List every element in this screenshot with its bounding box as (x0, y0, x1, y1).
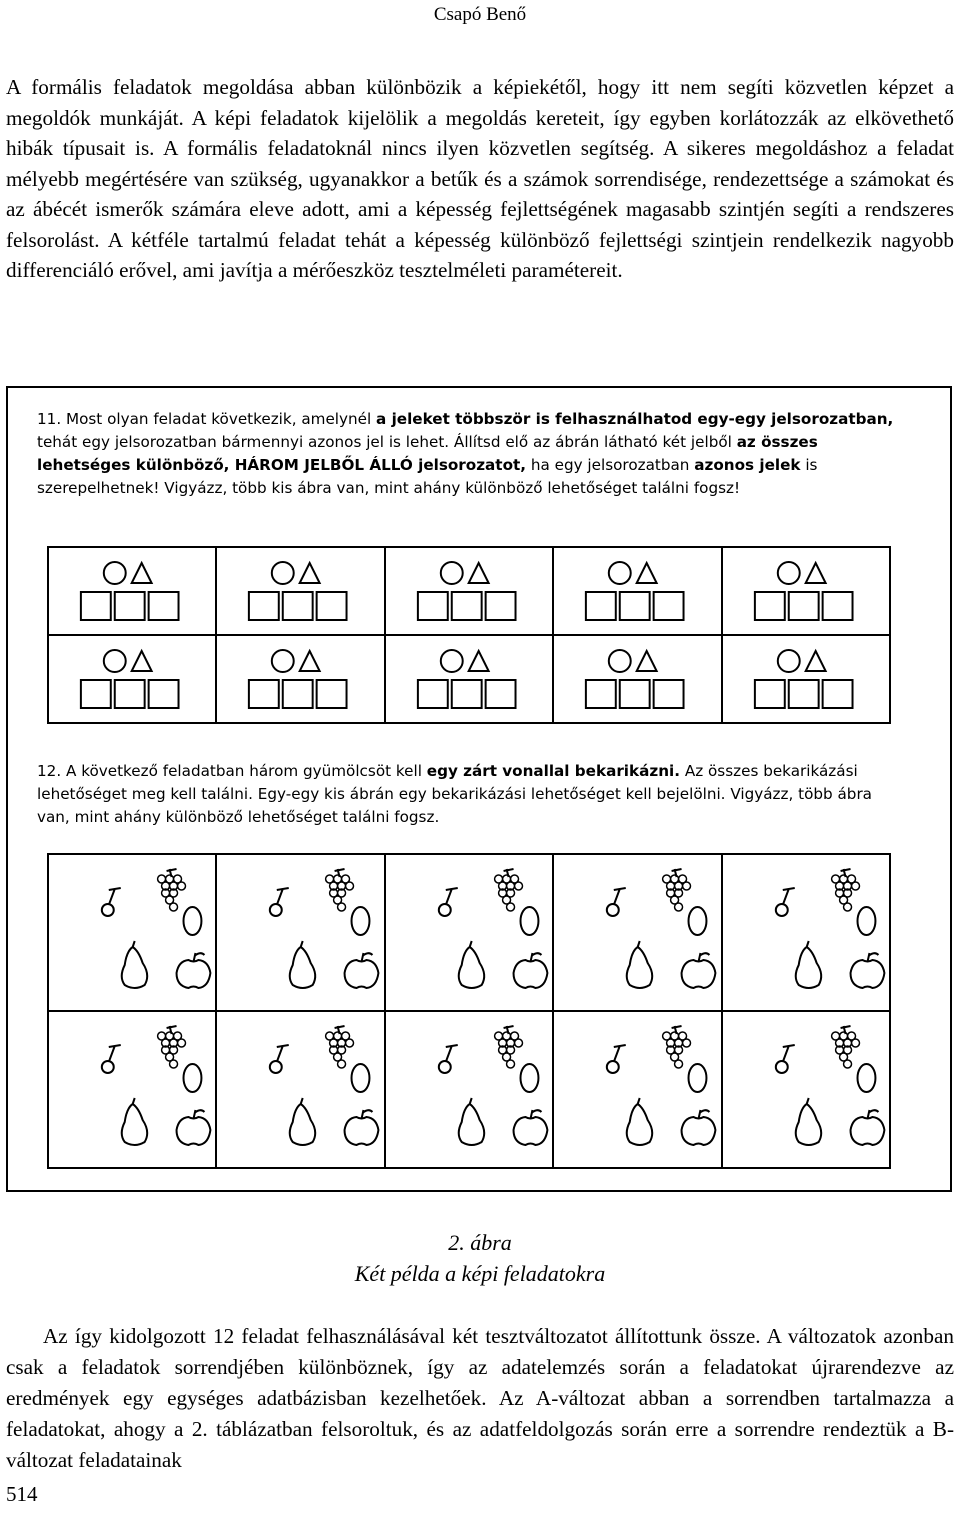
task-11-number: 11. (37, 410, 62, 428)
answer-slot (149, 592, 179, 620)
answer-cell[interactable] (723, 548, 889, 634)
figure-label: 2. ábra (448, 1230, 512, 1255)
plum-icon (689, 907, 707, 935)
answer-slot (788, 680, 818, 708)
running-header: Csapó Benő (433, 4, 527, 25)
task-12-instructions (37, 760, 909, 829)
circle-icon (272, 562, 294, 584)
triangle-icon (132, 563, 152, 583)
answer-slot (149, 680, 179, 708)
answer-slot (620, 592, 650, 620)
task-12-text-2: Az összes bekarikázási lehetőséget meg kell találni. Egy-egy kis ábrán egy bekarikázási lehetőséget kell bejelölni. Vigyázz, több ábra van, mint ahány különböző lehetőséget találni fogsz. (37, 762, 872, 826)
answer-slot (317, 680, 347, 708)
answer-cell[interactable] (554, 855, 720, 1010)
circle-icon (609, 562, 631, 584)
cherry-icon (607, 888, 626, 916)
grapes-icon (158, 1026, 186, 1068)
task-11-text-2: tehát egy jelsorozatban bármennyi azonos jel is lehet. Állítsd elő az ábrán látható két jelből (37, 433, 732, 451)
pear-icon (290, 941, 315, 988)
answer-cell[interactable] (217, 548, 383, 634)
answer-slot (654, 592, 684, 620)
answer-cell[interactable] (386, 636, 552, 722)
answer-slot (754, 592, 784, 620)
answer-cell[interactable] (49, 636, 215, 722)
cherry-icon (439, 888, 458, 916)
answer-cell[interactable] (554, 1012, 720, 1167)
triangle-icon (468, 651, 488, 671)
answer-slot (485, 592, 515, 620)
task-11-bold-2: az összes lehetséges különböző, HÁROM JELBŐL ÁLLÓ jelsorozatot, (37, 433, 818, 474)
pear-icon (122, 1098, 147, 1145)
grapes-icon (831, 869, 859, 911)
triangle-icon (468, 563, 488, 583)
answer-cell[interactable] (386, 1012, 552, 1167)
plum-icon (520, 907, 538, 935)
plum-icon (352, 907, 370, 935)
answer-slot (418, 680, 448, 708)
apple-icon (177, 953, 211, 988)
grapes-icon (494, 1026, 522, 1068)
apple-icon (850, 953, 884, 988)
apple-icon (850, 1110, 884, 1145)
grapes-icon (326, 869, 354, 911)
grapes-icon (831, 1026, 859, 1068)
grapes-icon (158, 869, 186, 911)
apple-icon (682, 1110, 716, 1145)
answer-cell[interactable] (386, 855, 552, 1010)
answer-slot (754, 680, 784, 708)
apple-icon (513, 953, 547, 988)
triangle-icon (300, 651, 320, 671)
circle-icon (777, 650, 799, 672)
apple-icon (177, 1110, 211, 1145)
circle-icon (441, 562, 463, 584)
triangle-icon (805, 563, 825, 583)
cherry-icon (102, 888, 121, 916)
task-11-answer-grid (47, 546, 891, 724)
answer-cell[interactable] (723, 855, 889, 1010)
answer-slot (283, 592, 313, 620)
circle-icon (777, 562, 799, 584)
answer-slot (822, 592, 852, 620)
answer-slot (485, 680, 515, 708)
apple-icon (345, 1110, 379, 1145)
pear-icon (627, 1098, 652, 1145)
cherry-icon (775, 1045, 794, 1073)
plum-icon (857, 1064, 875, 1092)
pear-icon (795, 1098, 820, 1145)
pear-icon (122, 941, 147, 988)
answer-slot (788, 592, 818, 620)
triangle-icon (132, 651, 152, 671)
circle-icon (104, 650, 126, 672)
answer-cell[interactable] (554, 636, 720, 722)
task-11-text-3: ha egy jelsorozatban (530, 456, 690, 474)
cherry-icon (607, 1045, 626, 1073)
outro-paragraph: Az így kidolgozott 12 feladat felhasználásával két tesztváltozatot állítottunk össze. A változatok azonban csak a feladatok sorrendjében különböznek, így az adatelemzés során a feladatokat újrarendezve az eredmények egy egységes adatbázisban kezelhetőek. Az A-változat abban a sorrendben tartalmazza a feladatokat, ahogy a 2. táblázatban felsoroltuk, és az adatfeldolgozás során erre a sorrendre rendeztük a B-változat feladatainak (6, 1324, 954, 1472)
cherry-icon (102, 1045, 121, 1073)
answer-slot (115, 592, 145, 620)
answer-slot (81, 680, 111, 708)
circle-icon (104, 562, 126, 584)
answer-slot (283, 680, 313, 708)
figure-title: Két példa a képi feladatokra (354, 1261, 606, 1286)
answer-cell[interactable] (49, 855, 215, 1010)
answer-cell[interactable] (554, 548, 720, 634)
grapes-icon (663, 869, 691, 911)
answer-slot (620, 680, 650, 708)
apple-icon (513, 1110, 547, 1145)
answer-slot (822, 680, 852, 708)
answer-cell[interactable] (217, 1012, 383, 1167)
circle-icon (609, 650, 631, 672)
grapes-icon (326, 1026, 354, 1068)
answer-slot (586, 592, 616, 620)
task-12-text-1: A következő feladatban három gyümölcsöt kell (65, 762, 422, 780)
answer-cell[interactable] (723, 1012, 889, 1167)
answer-slot (115, 680, 145, 708)
intro-paragraph: A formális feladatok megoldása abban különbözik a képiekétől, hogy itt nem segíti közvetlen képzet a megoldók munkáját. A képi feladatok kijelölik a megoldás kereteit, így egyben korlátozzák az elkövethető hibák típusait is. A formális feladatoknál nincs ilyen közvetlen segítség. A sikeres megoldáshoz a feladat mélyebb megértésére van szükség, ugyanakkor a betűk és a számok sorrendisége, rendezettsége a számokat és az ábécét ismerők számára eleve adott, ami a képesség fejlettségének magasabb szintjén segíti a rendszeres felsorolást. A kétféle tartalmú feladat tehát a képesség különböző fejlettségi szintjein rendelkezik nagyobb differenciáló erővel, ami javítja a mérőeszköz tesztelméleti paramétereit. (6, 75, 954, 282)
plum-icon (352, 1064, 370, 1092)
pear-icon (290, 1098, 315, 1145)
plum-icon (520, 1064, 538, 1092)
task-12-number: 12. (37, 762, 62, 780)
answer-slot (249, 592, 279, 620)
answer-slot (586, 680, 616, 708)
grapes-icon (494, 869, 522, 911)
apple-icon (682, 953, 716, 988)
answer-slot (317, 592, 347, 620)
pear-icon (459, 1098, 484, 1145)
pear-icon (627, 941, 652, 988)
answer-slot (418, 592, 448, 620)
answer-cell[interactable] (217, 855, 383, 1010)
figure-caption (0, 1227, 960, 1289)
grapes-icon (663, 1026, 691, 1068)
plum-icon (184, 907, 202, 935)
answer-cell[interactable] (217, 636, 383, 722)
answer-slot (452, 592, 482, 620)
page-number: 514 (6, 1482, 38, 1506)
task-11-bold-1: a jeleket többször is felhasználhatod egy-egy jelsorozatban, (376, 410, 894, 428)
circle-icon (441, 650, 463, 672)
cherry-icon (775, 888, 794, 916)
task-12-bold-1: egy zárt vonallal bekarikázni. (426, 762, 680, 780)
pear-icon (459, 941, 484, 988)
answer-slot (452, 680, 482, 708)
plum-icon (857, 907, 875, 935)
task-11-bold-3: azonos jelek (694, 456, 801, 474)
task-12-answer-grid (47, 853, 891, 1169)
circle-icon (272, 650, 294, 672)
answer-slot (654, 680, 684, 708)
answer-slot (249, 680, 279, 708)
pear-icon (795, 941, 820, 988)
cherry-icon (270, 888, 289, 916)
triangle-icon (300, 563, 320, 583)
answer-cell[interactable] (49, 548, 215, 634)
cherry-icon (270, 1045, 289, 1073)
task-11-text-1: Most olyan feladat következik, amelynél (65, 410, 372, 428)
task-11-text-4: is szerepelhetnek! Vigyázz, több kis ábra van, mint ahány különböző lehetőséget találni fogsz! (37, 456, 818, 497)
answer-cell[interactable] (49, 1012, 215, 1167)
answer-cell[interactable] (386, 548, 552, 634)
cherry-icon (439, 1045, 458, 1073)
answer-slot (81, 592, 111, 620)
answer-cell[interactable] (723, 636, 889, 722)
plum-icon (689, 1064, 707, 1092)
triangle-icon (637, 563, 657, 583)
apple-icon (345, 953, 379, 988)
plum-icon (184, 1064, 202, 1092)
task-11-instructions (37, 408, 909, 500)
triangle-icon (805, 651, 825, 671)
triangle-icon (637, 651, 657, 671)
